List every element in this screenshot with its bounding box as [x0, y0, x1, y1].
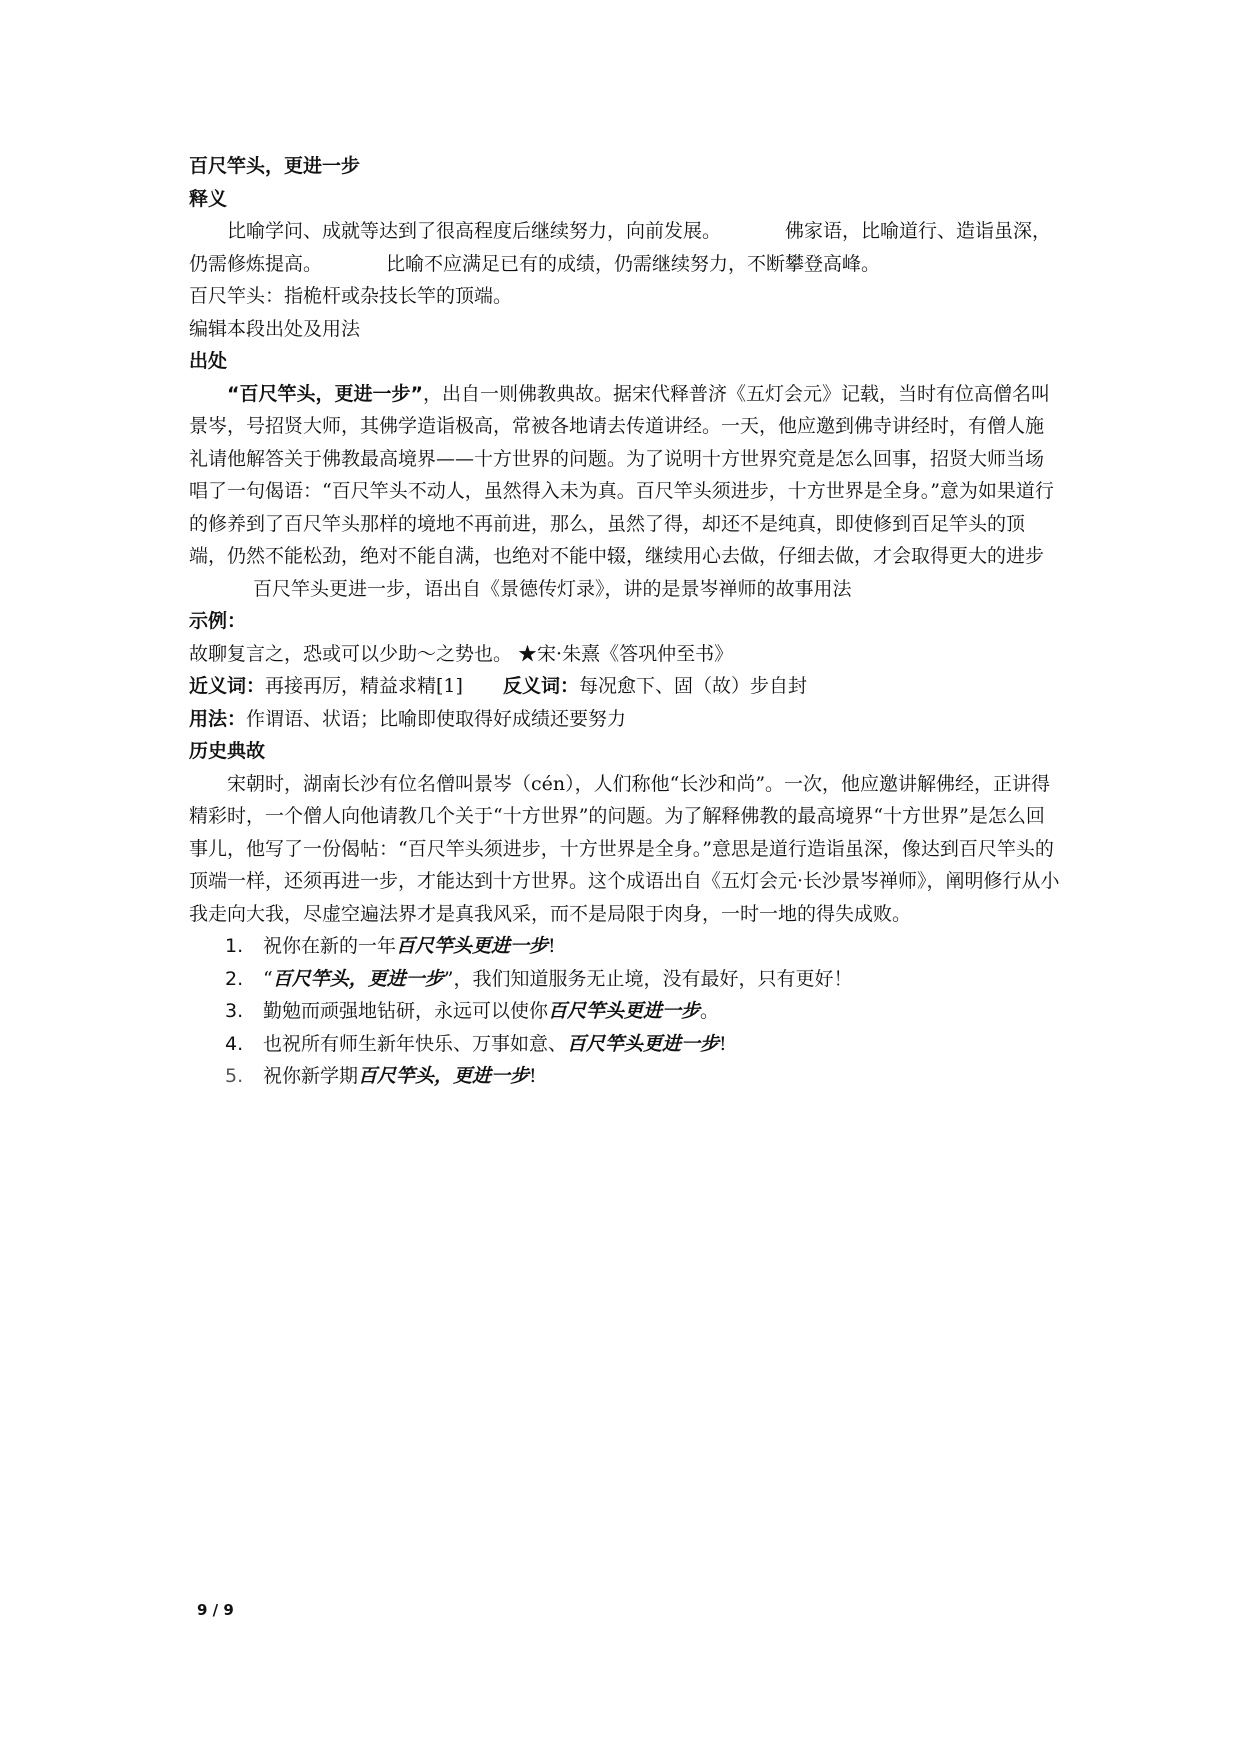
list-item-emphasis: 百尺竿头，更进一步	[358, 1065, 530, 1087]
wishes-list	[189, 930, 1061, 1093]
list-item	[189, 930, 1061, 963]
doc-title: 百尺竿头，更进一步	[189, 155, 361, 177]
list-item-number: 2.	[225, 967, 244, 990]
synonyms-value: 再接再厉，精益求精[1]	[265, 675, 463, 697]
origin-text-b: 百尺竿头更进一步，语出自《景德传灯录》，讲的是景岑禅师的故事用法	[253, 577, 852, 600]
antonyms-value: 每况愈下、固（故）步自封	[578, 675, 807, 697]
example-text: 故聊复言之，恐或可以少助～之势也。 ★宋·朱熹《答巩仲至书》	[189, 642, 734, 665]
usage-label: 用法：	[189, 707, 247, 730]
list-item-text: “	[263, 967, 273, 990]
origin-paragraph	[189, 378, 1061, 606]
list-item-number: 5.	[225, 1065, 244, 1087]
origin-quote: “百尺竿头，更进一步”	[227, 382, 423, 405]
list-item	[189, 1028, 1061, 1061]
usage-value: 作谓语、状语；比喻即使取得好成绩还要努力	[246, 707, 627, 730]
list-item-number: 4.	[225, 1032, 244, 1055]
list-item-emphasis: 百尺竿头更进一步	[396, 935, 549, 957]
synonyms-line	[189, 670, 1061, 703]
list-item	[189, 995, 1061, 1028]
list-item-number: 1.	[225, 935, 244, 957]
origin-heading: 出处	[189, 350, 228, 372]
list-item-text: 勤勉而顽强地钻研，永远可以使你	[263, 1000, 549, 1022]
list-item-suffix: !	[529, 1065, 537, 1087]
list-item-emphasis: 百尺竿头更进一步	[548, 1000, 701, 1022]
definition-2: 佛家语，比喻道行、造诣虽深，仍需修炼提高。	[189, 220, 1052, 275]
antonyms-label: 反义词：	[502, 675, 579, 697]
list-item	[189, 963, 1061, 996]
edit-section-link[interactable]: 编辑本段出处及用法	[189, 317, 361, 340]
list-item-text: 祝你新学期	[263, 1065, 359, 1087]
definition-paragraph	[189, 215, 1061, 280]
list-item-emphasis: 百尺竿头，更进一步	[272, 967, 444, 990]
example-heading: 示例：	[189, 610, 247, 632]
usage-line	[189, 703, 1061, 736]
list-item	[189, 1060, 1061, 1093]
list-item-text: 也祝所有师生新年快乐、万事如意、	[263, 1032, 568, 1055]
list-item-suffix: !	[719, 1032, 727, 1055]
synonyms-label: 近义词：	[189, 675, 266, 697]
page-number: 9 / 9	[197, 1601, 234, 1619]
definition-heading: 释义	[189, 187, 228, 210]
definition-1: 比喻学问、成就等达到了很高程度后继续努力，向前发展。	[227, 220, 722, 242]
list-item-suffix: !	[548, 935, 556, 957]
list-item-suffix: 。	[700, 1000, 720, 1022]
history-paragraph: 宋朝时，湖南长沙有位名僧叫景岑（cén），人们称他“长沙和尚”。一次，他应邀讲解佛经，正讲得精彩时，一个僧人向他请教几个关于“十方世界”的问题。为了解释佛教的最高境界“十方世界”是怎么回事儿，他写了一份偈帖：“百尺竿头须进步，十方世界是全身。”意思是道行造诣虽深，像达到百尺竿头的顶端一样，还须再进一步，才能达到十方世界。这个成语出自《五灯会元·长沙景岑禅师》，阐明修行从小我走向大我，尽虚空遍法界才是真我风采，而不是局限于肉身，一时一地的得失成败。	[189, 772, 1060, 925]
definition-3: 比喻不应满足已有的成绩，仍需继续努力，不断攀登高峰。	[386, 252, 881, 275]
history-heading: 历史典故	[189, 740, 266, 762]
document-body	[189, 150, 1061, 1093]
list-item-suffix: ”，我们知道服务无止境，没有最好，只有更好！	[443, 967, 853, 990]
origin-text: ，出自一则佛教典故。据宋代释普济《五灯会元》记载，当时有位高僧名叫景岑，号招贤大师，其佛学造诣极高，常被各地请去传道讲经。一天，他应邀到佛寺讲经时，有僧人施礼请他解答关于佛教最高境界——十方世界的问题。为了说明十方世界究竟是怎么回事，招贤大师当场唱了一句偈语：“百尺竿头不动人，虽然得入未为真。百尺竿头须进步，十方世界是全身。”意为如果道行的修养到了百尺竿头那样的境地不再前进，那么，虽然了得，却还不是纯真，即使修到百足竿头的顶端，仍然不能松劲，绝对不能自满，也绝对不能中辍，继续用心去做，仔细去做，才会取得更大的进步	[189, 382, 1054, 567]
list-item-text: 祝你在新的一年	[263, 935, 397, 957]
list-item-number: 3.	[225, 1000, 244, 1022]
list-item-emphasis: 百尺竿头更进一步	[567, 1032, 720, 1055]
definition-note: 百尺竿头：指桅杆或杂技长竿的顶端。	[189, 285, 513, 307]
